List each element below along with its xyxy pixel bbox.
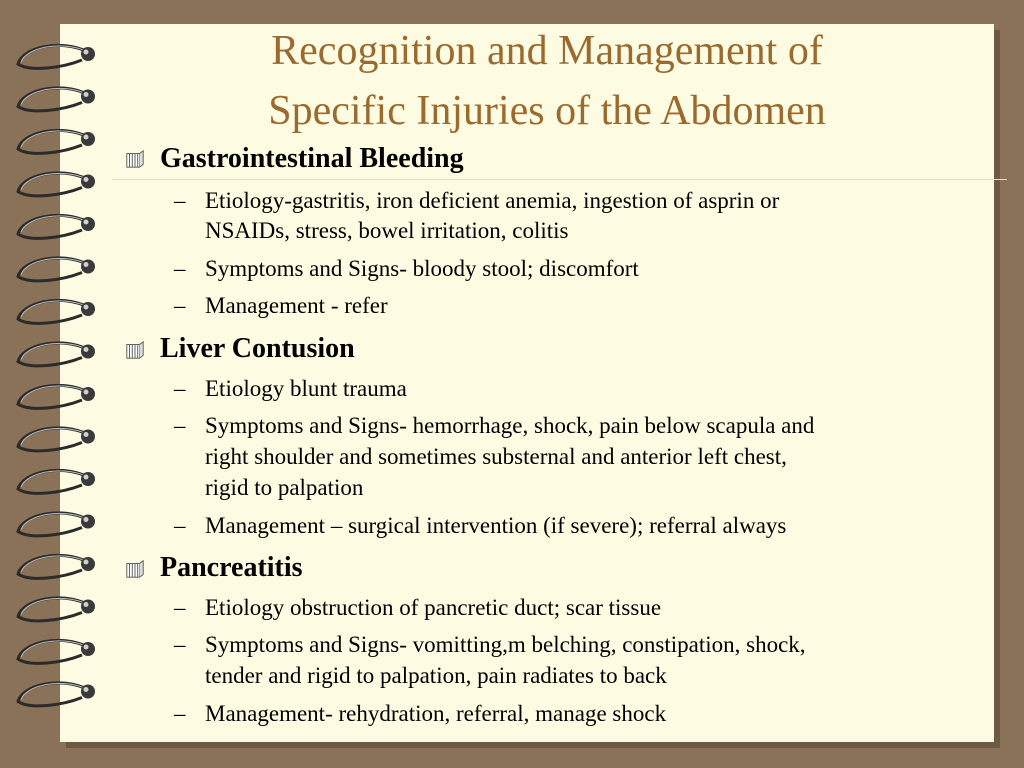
binding-hole-shine	[84, 347, 89, 352]
notebook-bullet-icon	[124, 340, 146, 360]
binding-hole-shine	[84, 220, 89, 225]
binding-hole-shine	[84, 645, 89, 650]
binding-ring	[18, 215, 88, 238]
binding-hole	[81, 515, 95, 529]
list-item-line: Management- rehydration, referral, manage shock	[205, 701, 667, 726]
section-heading: Liver Contusion	[160, 333, 355, 364]
list-item-line: Management - refer	[205, 293, 388, 318]
dash-marker: –	[174, 632, 186, 657]
list-item-line: NSAIDs, stress, bowel irritation, colitis	[205, 218, 569, 243]
list-item-line: Etiology obstruction of pancretic duct; scar tissue	[205, 595, 662, 620]
binding-ring	[18, 385, 88, 408]
dash-marker: –	[174, 595, 186, 620]
list-item-line: tender and rigid to palpation, pain radiates to back	[205, 663, 667, 688]
dash-marker: –	[174, 293, 186, 318]
binding-ring	[18, 45, 88, 68]
list-item-line: Etiology-gastritis, iron deficient anemia, ingestion of asprin or	[205, 188, 780, 213]
list-item-line: rigid to palpation	[205, 475, 364, 500]
spiral-binding	[0, 0, 110, 768]
dash-marker: –	[174, 188, 186, 213]
binding-ring	[18, 428, 88, 451]
binding-ring	[18, 513, 88, 536]
binding-hole	[81, 557, 95, 571]
binding-ring	[18, 343, 88, 366]
binding-hole-shine	[84, 135, 89, 140]
binding-hole	[81, 260, 95, 274]
list-item-line: Symptoms and Signs- vomitting,m belching, constipation, shock,	[205, 632, 806, 657]
binding-hole-shine	[84, 560, 89, 565]
binding-hole-shine	[84, 475, 89, 480]
section-heading: Gastrointestinal Bleeding	[160, 143, 464, 174]
binding-ring	[18, 173, 88, 196]
binding-hole	[81, 132, 95, 146]
list-item-line: Etiology blunt trauma	[205, 376, 407, 401]
notebook-bullet-icon	[124, 559, 146, 579]
binding-ring	[18, 640, 88, 663]
binding-hole-shine	[84, 92, 89, 97]
binding-hole	[81, 345, 95, 359]
binding-hole	[81, 430, 95, 444]
title-divider	[112, 179, 1007, 180]
binding-hole	[81, 90, 95, 104]
binding-hole-shine	[84, 177, 89, 182]
binding-ring	[18, 130, 88, 153]
dash-marker: –	[174, 256, 186, 281]
dash-marker: –	[174, 701, 186, 726]
list-item-line: Symptoms and Signs- hemorrhage, shock, pain below scapula and	[205, 413, 815, 438]
list-item-line: Management – surgical intervention (if severe); referral always	[205, 513, 787, 538]
binding-ring	[18, 258, 88, 281]
binding-ring	[18, 470, 88, 493]
list-item-line: right shoulder and sometimes substernal and anterior left chest,	[205, 444, 787, 469]
binding-hole-shine	[84, 390, 89, 395]
binding-hole-shine	[84, 305, 89, 310]
binding-ring	[18, 598, 88, 621]
binding-hole-shine	[84, 517, 89, 522]
binding-hole	[81, 642, 95, 656]
binding-hole-shine	[84, 687, 89, 692]
dash-marker: –	[174, 376, 186, 401]
slide-title-line-2: Specific Injuries of the Abdomen	[268, 88, 826, 134]
binding-hole-shine	[84, 50, 89, 55]
binding-hole	[81, 302, 95, 316]
section-heading: Pancreatitis	[160, 552, 303, 583]
slide-title-line-1: Recognition and Management of	[271, 28, 823, 74]
binding-hole-shine	[84, 602, 89, 607]
binding-hole	[81, 47, 95, 61]
binding-hole	[81, 685, 95, 699]
binding-ring	[18, 555, 88, 578]
list-item-line: Symptoms and Signs- bloody stool; discomfort	[205, 256, 639, 281]
binding-hole	[81, 387, 95, 401]
binding-hole	[81, 600, 95, 614]
dash-marker: –	[174, 513, 186, 538]
binding-ring	[18, 88, 88, 111]
binding-hole-shine	[84, 262, 89, 267]
binding-hole	[81, 217, 95, 231]
binding-ring	[18, 683, 88, 706]
binding-hole-shine	[84, 432, 89, 437]
binding-hole	[81, 175, 95, 189]
binding-ring	[18, 300, 88, 323]
notebook-bullet-icon	[124, 149, 146, 169]
dash-marker: –	[174, 413, 186, 438]
binding-hole	[81, 472, 95, 486]
